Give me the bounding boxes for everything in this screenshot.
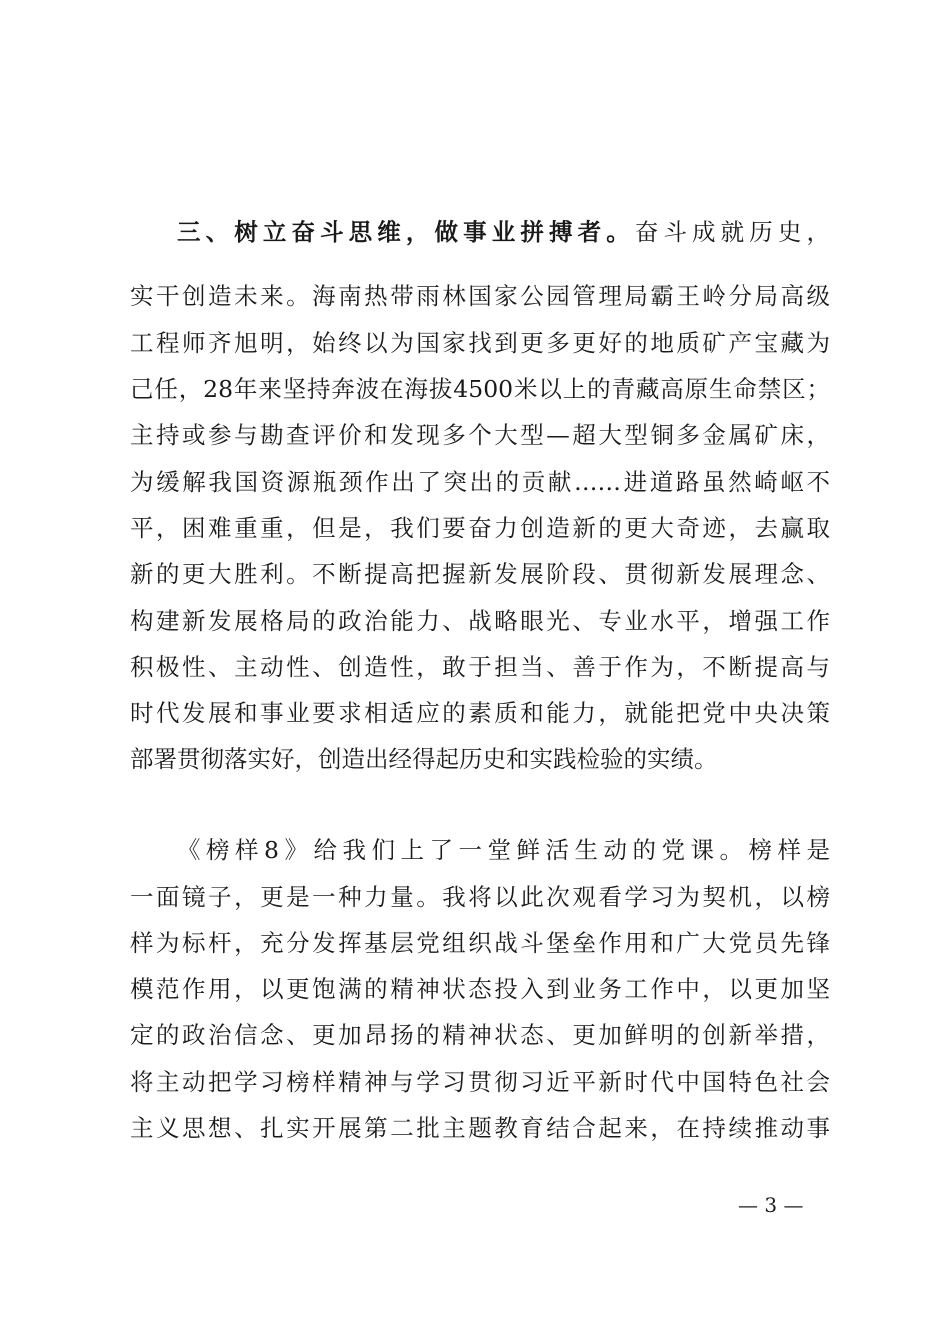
page-number: — 3 — xyxy=(738,1193,804,1217)
section-heading: 三、树立奋斗思维，做事业拼搏者。 xyxy=(177,218,635,246)
paragraph-1-line-5: 主持或参与勘查评价和发现多个大型—超大型铜多金属矿床， xyxy=(130,421,830,449)
paragraph-1-line-11: 时代发展和事业要求相适应的素质和能力，就能把党中央决策 xyxy=(130,699,830,727)
paragraph-1-line-12: 部署贯彻落实好，创造出经得起历史和实践检验的实绩。 xyxy=(130,745,718,773)
paragraph-2-line-2: 一面镜子，更是一种力量。我将以此次观看学习为契机，以榜 xyxy=(130,883,830,911)
paragraph-1-line-4: 己任，28年来坚持奔波在海拔4500米以上的青藏高原生命禁区； xyxy=(130,375,830,403)
paragraph-1-line-1-text: 奋斗成就历史， xyxy=(634,218,831,246)
paragraph-2-line-1: 《榜样8》给我们上了一堂鲜活生动的党课。榜样是 xyxy=(177,836,830,864)
paragraph-1-line-8: 新的更大胜利。不断提高把握新发展阶段、贯彻新发展理念、 xyxy=(130,560,830,588)
paragraph-1-line-6: 为缓解我国资源瓶颈作出了突出的贡献……进道路虽然崎岖不 xyxy=(130,468,830,496)
paragraph-2-line-4: 模范作用，以更饱满的精神状态投入到业务工作中，以更加坚 xyxy=(130,975,830,1003)
paragraph-1-line-10: 积极性、主动性、创造性，敢于担当、善于作为，不断提高与 xyxy=(130,653,830,681)
paragraph-1-line-9: 构建新发展格局的政治能力、战略眼光、专业水平，增强工作 xyxy=(130,607,830,635)
paragraph-1-line-7: 平，困难重重，但是，我们要奋力创造新的更大奇迹，去赢取 xyxy=(130,514,830,542)
paragraph-2-line-6: 将主动把学习榜样精神与学习贯彻习近平新时代中国特色社会 xyxy=(130,1068,830,1096)
paragraph-1-line-3: 工程师齐旭明，始终以为国家找到更多更好的地质矿产宝藏为 xyxy=(130,329,830,357)
paragraph-2-line-3: 样为标杆，充分发挥基层党组织战斗堡垒作用和广大党员先锋 xyxy=(130,929,830,957)
paragraph-2-line-5: 定的政治信念、更加昂扬的精神状态、更加鲜明的创新举措， xyxy=(130,1021,830,1049)
paragraph-1-line-2: 实干创造未来。海南热带雨林国家公园管理局霸王岭分局高级 xyxy=(130,282,830,310)
paragraph-1-line-1 xyxy=(177,214,830,250)
paragraph-2-line-7: 主义思想、扎实开展第二批主题教育结合起来，在持续推动事 xyxy=(130,1114,830,1142)
